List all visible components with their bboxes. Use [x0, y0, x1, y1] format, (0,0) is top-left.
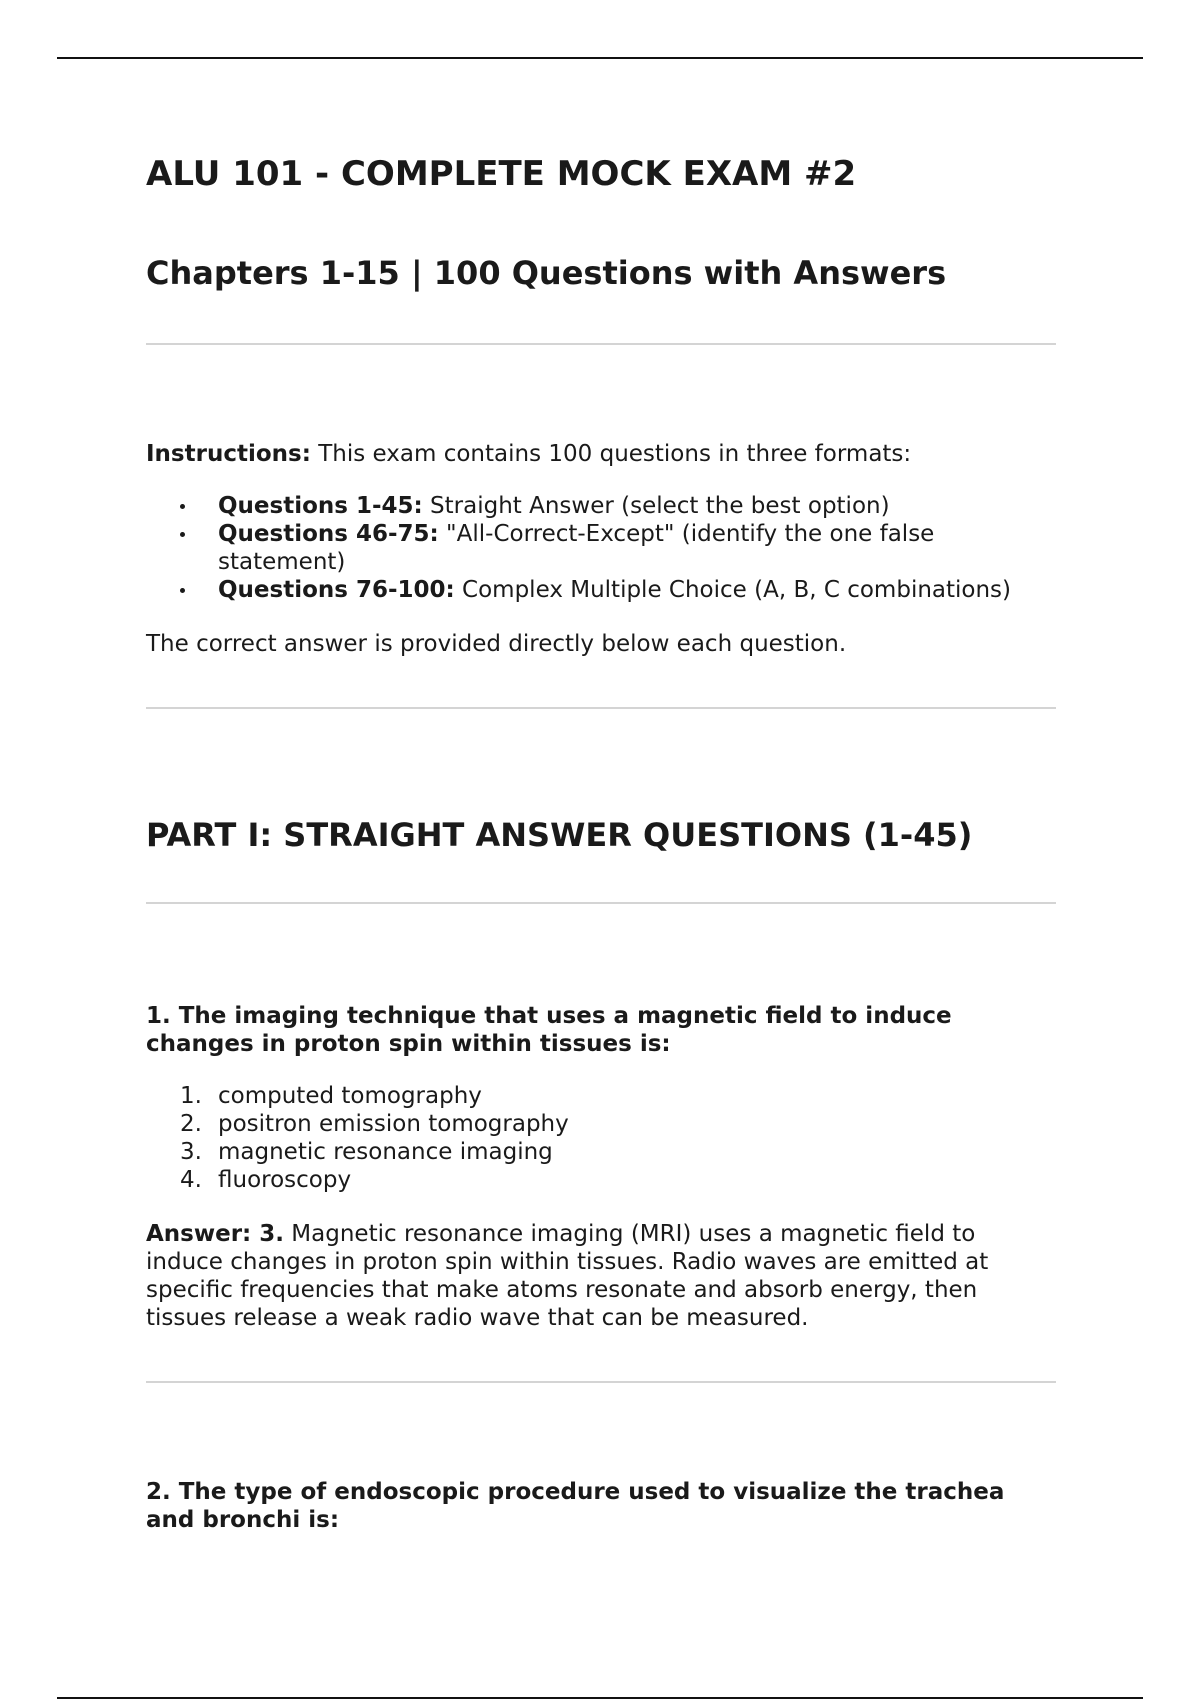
answer-1: [146, 1220, 1056, 1332]
option-item: [146, 1138, 1056, 1166]
page-title: ALU 101 - COMPLETE MOCK EXAM #2: [146, 154, 857, 194]
instructions-label: Instructions:: [146, 441, 311, 467]
answer-label: Answer: 3.: [146, 1221, 284, 1247]
answer-text: Magnetic resonance imaging (MRI) uses a magnetic field to induce changes in proton spin within tissues. Radio waves are emitted at specific frequencies that make atoms resonate and absorb energy, then tissues release a weak radio wave that can be measured.: [146, 1221, 989, 1331]
option-text: fluoroscopy: [218, 1167, 352, 1193]
format-text: Complex Multiple Choice (A, B, C combinations): [454, 577, 1012, 603]
page-top-rule: [57, 57, 1143, 59]
option-item: [146, 1082, 1056, 1110]
option-number: 4.: [180, 1167, 202, 1193]
option-text: positron emission tomography: [218, 1111, 569, 1137]
divider: [146, 707, 1056, 709]
question-2: 2. The type of endoscopic procedure used to visualize the trachea and bronchi is:: [146, 1479, 1005, 1533]
format-label: Questions 76-100:: [218, 577, 455, 603]
option-text: magnetic resonance imaging: [218, 1139, 553, 1165]
format-label: Questions 46-75:: [218, 521, 439, 547]
divider: [146, 343, 1056, 345]
answer-note: The correct answer is provided directly below each question.: [146, 631, 847, 657]
option-number: 2.: [180, 1111, 202, 1137]
format-list: [146, 492, 1056, 604]
option-text: computed tomography: [218, 1083, 482, 1109]
bullet-icon: [180, 532, 185, 537]
bullet-icon: [180, 504, 185, 509]
list-item: [146, 520, 1056, 576]
option-number: 3.: [180, 1139, 202, 1165]
section-heading: PART I: STRAIGHT ANSWER QUESTIONS (1-45): [146, 816, 973, 854]
option-number: 1.: [180, 1083, 202, 1109]
divider: [146, 902, 1056, 904]
page-subtitle: Chapters 1-15 | 100 Questions with Answers: [146, 254, 947, 292]
list-item: [146, 576, 1056, 604]
instructions-paragraph: [146, 440, 1056, 468]
format-text: "All-Correct-Except" (identify the one false statement): [218, 521, 935, 575]
question-1: 1. The imaging technique that uses a magnetic field to induce changes in proton spin within tissues is:: [146, 1003, 952, 1057]
bullet-icon: [180, 588, 185, 593]
question-1-options: [146, 1082, 1056, 1194]
instructions-text: This exam contains 100 questions in three formats:: [310, 441, 912, 467]
divider: [146, 1381, 1056, 1383]
format-label: Questions 1-45:: [218, 493, 423, 519]
option-item: [146, 1110, 1056, 1138]
option-item: [146, 1166, 1056, 1194]
format-text: Straight Answer (select the best option): [422, 493, 890, 519]
page-bottom-rule: [57, 1697, 1143, 1699]
list-item: [146, 492, 1056, 520]
